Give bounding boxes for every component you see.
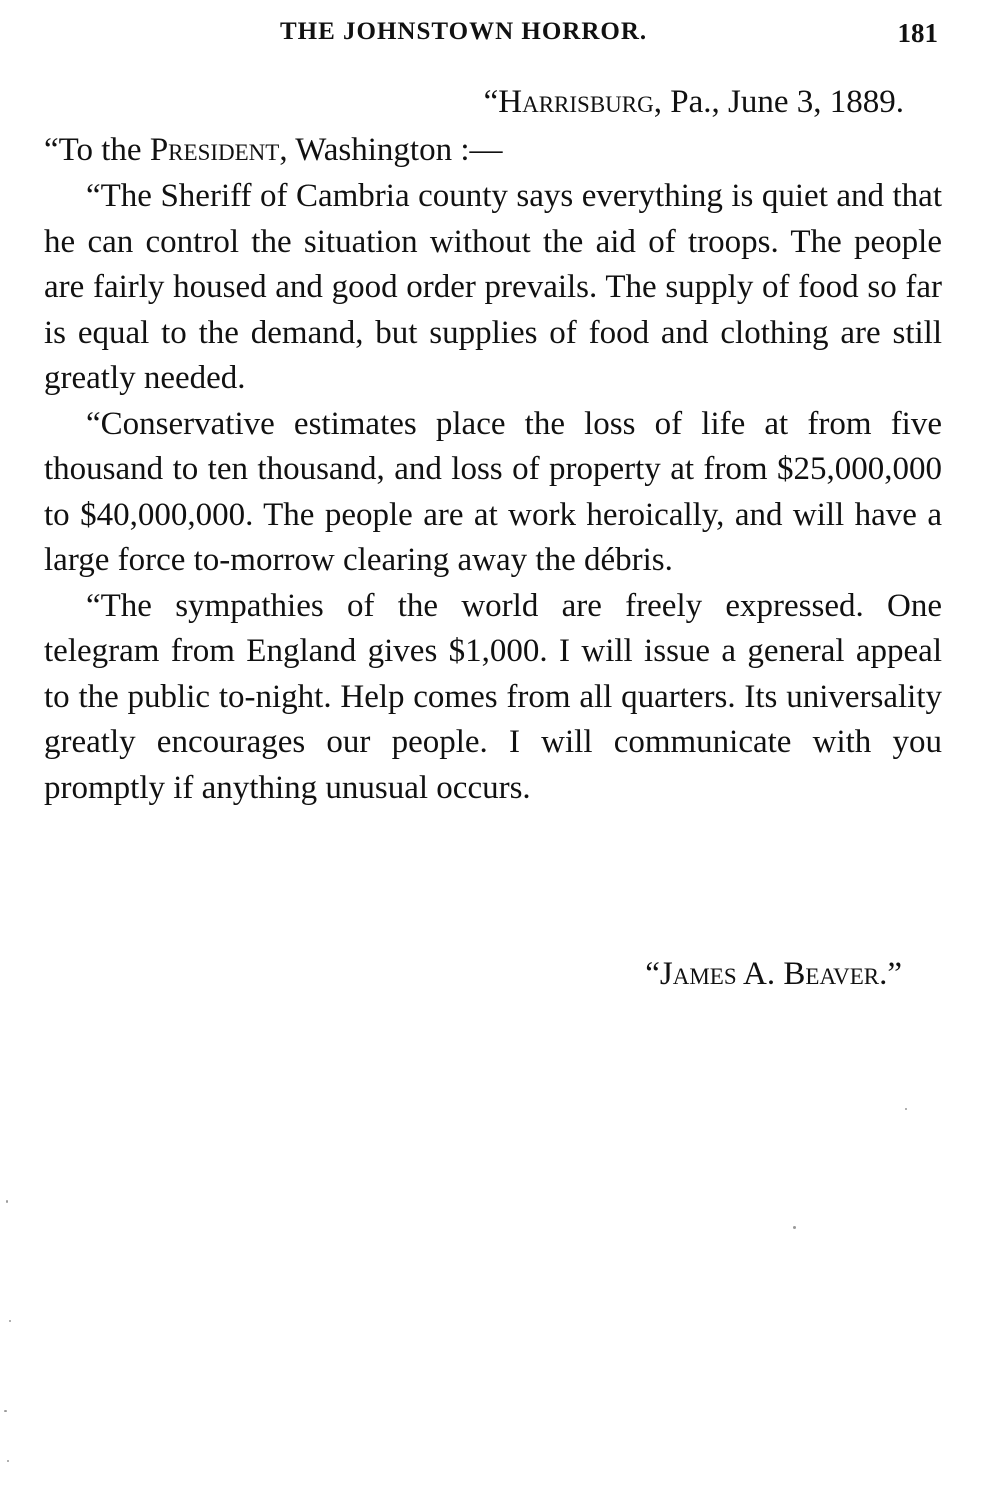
paragraph-3: “The sympathies of the world are freely expressed. One telegram from England gives $1,000. I will issue a general appeal to the public to-night. Help comes from all quarters. Its universality greatly encourages our people. I will communicate with you promptly if anything unusual occurs. <box>44 587 942 806</box>
letter-body <box>44 174 942 811</box>
letter-salutation <box>44 128 503 173</box>
dateline-quote: “ <box>483 84 499 120</box>
letter-signature: “James A. Beaver.” <box>645 956 902 992</box>
scan-speck <box>6 1200 8 1203</box>
scan-speck <box>9 1320 11 1322</box>
salutation-pre: “To the <box>44 132 150 168</box>
scan-speck <box>793 1226 796 1229</box>
paragraph-1: “The Sheriff of Cambria county says everything is quiet and that he can control the situation without the aid of troops. The people are fairly housed and good order prevails. The supply of food so far is equal to the demand, but supplies of food and clothing are still greatly needed. <box>44 178 942 396</box>
page-number: 181 <box>897 18 938 48</box>
scan-speck <box>7 1460 9 1462</box>
paragraph-2: “Conservative estimates place the loss of life at from five thousand to ten thousand, and loss of property at from $25,000,000 to $40,000,000. The people are at work heroically, and will have a large force to-morrow clearing away the débris. <box>44 405 942 578</box>
scan-speck <box>905 1108 907 1110</box>
running-title: THE JOHNSTOWN HORROR. <box>280 18 648 45</box>
dateline-city: Harrisburg <box>498 84 654 120</box>
dateline-rest: , Pa., June 3, 1889. <box>653 84 904 120</box>
running-head <box>0 18 1000 58</box>
scan-speck <box>4 1410 7 1412</box>
letter-dateline <box>484 80 904 125</box>
salutation-post: , Washington :— <box>279 132 503 168</box>
salutation-title: President <box>149 132 280 168</box>
